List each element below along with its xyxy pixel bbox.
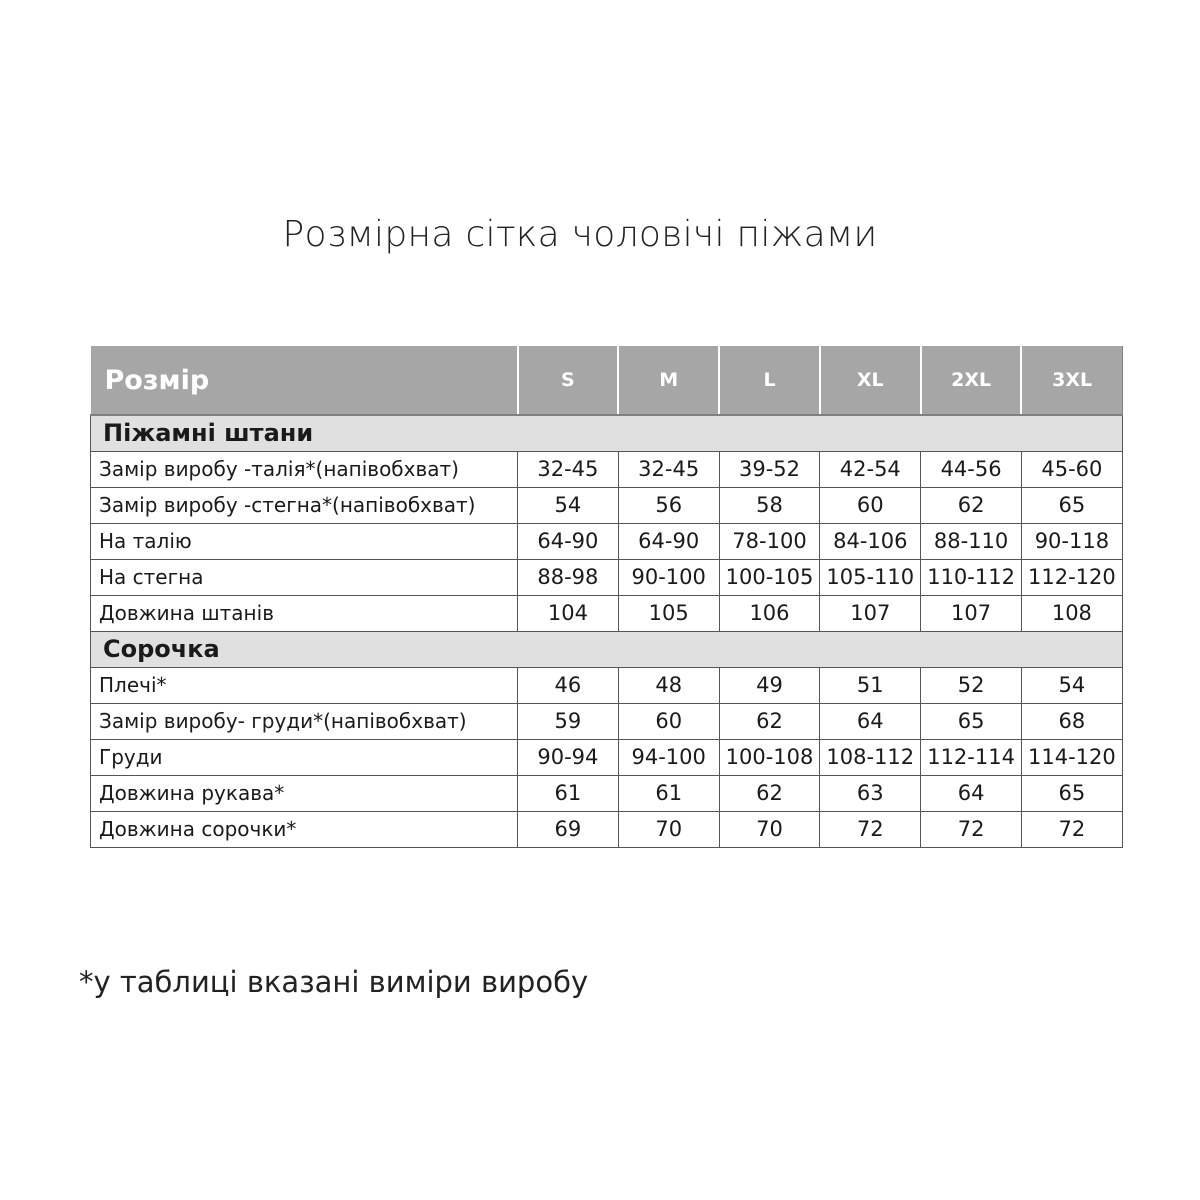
row-label: Замір виробу -стегна*(напівобхват) [91,487,518,523]
table-row [91,775,1123,811]
table-cell: 84-106 [820,523,921,559]
table-cell: 72 [1021,811,1122,847]
table-cell: 62 [921,487,1022,523]
table-cell: 61 [618,775,719,811]
size-header-cell: M [618,346,719,415]
row-label: На стегна [91,559,518,595]
table-cell: 62 [719,703,820,739]
row-label: Замір виробу- груди*(напівобхват) [91,703,518,739]
table-row [91,667,1123,703]
table-cell: 90-118 [1021,523,1122,559]
row-label: Замір виробу -талія*(напівобхват) [91,451,518,487]
table-cell: 51 [820,667,921,703]
table-cell: 52 [921,667,1022,703]
table-cell: 56 [618,487,719,523]
table-cell: 63 [820,775,921,811]
size-header-cell: S [518,346,619,415]
row-label: Довжина штанів [91,595,518,631]
row-label: Довжина рукава* [91,775,518,811]
table-cell: 65 [1021,487,1122,523]
table-cell: 65 [1021,775,1122,811]
size-header-cell: 2XL [921,346,1022,415]
table-cell: 54 [518,487,619,523]
table-cell: 48 [618,667,719,703]
size-header-cell: 3XL [1021,346,1122,415]
section-row [91,415,1123,451]
table-cell: 112-120 [1021,559,1122,595]
table-cell: 100-108 [719,739,820,775]
table-cell: 100-105 [719,559,820,595]
table-cell: 42-54 [820,451,921,487]
table-cell: 46 [518,667,619,703]
section-title: Піжамні штани [91,415,1123,451]
table-cell: 32-45 [618,451,719,487]
table-cell: 88-110 [921,523,1022,559]
table-cell: 90-94 [518,739,619,775]
table-cell: 107 [820,595,921,631]
table-cell: 59 [518,703,619,739]
table-cell: 32-45 [518,451,619,487]
table-row [91,739,1123,775]
table-cell: 54 [1021,667,1122,703]
table-cell: 60 [618,703,719,739]
table-cell: 62 [719,775,820,811]
table-cell: 64-90 [518,523,619,559]
table-cell: 104 [518,595,619,631]
table-cell: 60 [820,487,921,523]
table-cell: 39-52 [719,451,820,487]
table-row [91,451,1123,487]
table-row [91,523,1123,559]
table-cell: 64-90 [618,523,719,559]
table-cell: 49 [719,667,820,703]
table-cell: 58 [719,487,820,523]
table-cell: 64 [820,703,921,739]
table-cell: 78-100 [719,523,820,559]
table-cell: 44-56 [921,451,1022,487]
row-label: Плечі* [91,667,518,703]
table-cell: 108-112 [820,739,921,775]
table-cell: 105-110 [820,559,921,595]
table-cell: 107 [921,595,1022,631]
table-cell: 94-100 [618,739,719,775]
table-cell: 106 [719,595,820,631]
table-cell: 68 [1021,703,1122,739]
row-label: Довжина сорочки* [91,811,518,847]
size-chart-table [90,346,1123,848]
table-cell: 69 [518,811,619,847]
table-header-row [91,346,1123,415]
section-row [91,631,1123,667]
table-cell: 70 [618,811,719,847]
table-cell: 61 [518,775,619,811]
row-label: На талію [91,523,518,559]
table-cell: 108 [1021,595,1122,631]
section-title: Сорочка [91,631,1123,667]
row-label: Груди [91,739,518,775]
table-row [91,487,1123,523]
table-cell: 70 [719,811,820,847]
size-header-cell: L [719,346,820,415]
footnote: *у таблиці вказані виміри виробу [79,965,589,999]
table-cell: 88-98 [518,559,619,595]
header-label-cell: Розмір [91,346,518,415]
table-cell: 72 [921,811,1022,847]
table-cell: 72 [820,811,921,847]
table-row [91,703,1123,739]
table-cell: 64 [921,775,1022,811]
page-title: Розмірна сітка чоловічі піжами [282,214,878,255]
table-cell: 114-120 [1021,739,1122,775]
table-cell: 112-114 [921,739,1022,775]
table-row [91,595,1123,631]
size-header-cell: XL [820,346,921,415]
table-row [91,559,1123,595]
table-row [91,811,1123,847]
table-cell: 105 [618,595,719,631]
table-cell: 110-112 [921,559,1022,595]
table-cell: 45-60 [1021,451,1122,487]
table-cell: 65 [921,703,1022,739]
table-cell: 90-100 [618,559,719,595]
